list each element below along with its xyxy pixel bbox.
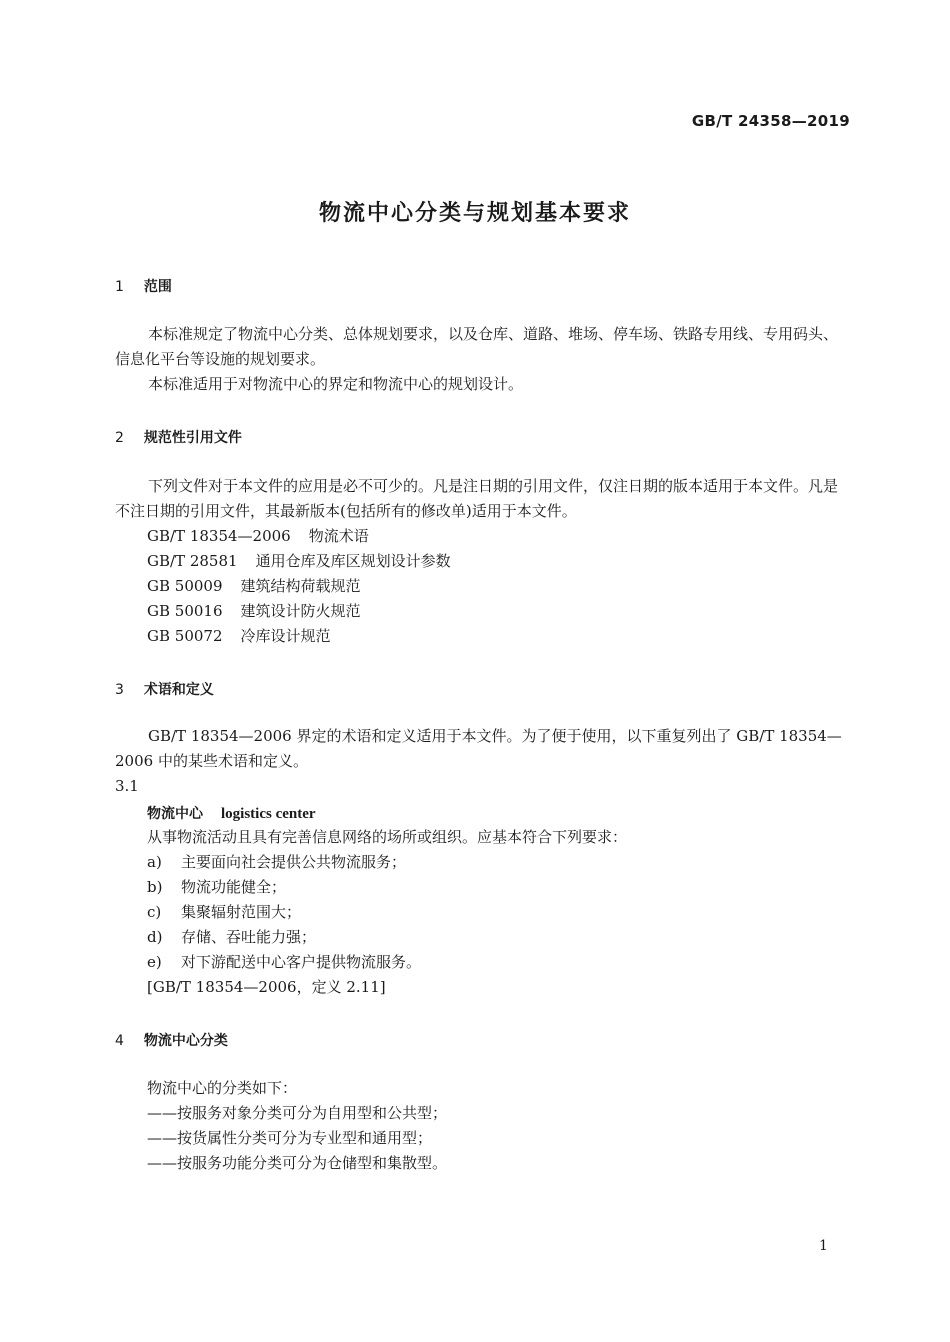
list-text: 物流功能健全； [181, 878, 287, 896]
section-number: 2 [115, 430, 124, 446]
list-label: d) [147, 928, 163, 946]
section-title: 物流中心分类 [143, 1033, 228, 1049]
section-3-intro: GB/T 18354—2006 界定的术语和定义适用于本文件。为了便于使用，以下重复列出了 GB/T 18354—2006 中的某些术语和定义。 [115, 727, 842, 770]
list-label: a) [147, 853, 162, 871]
section-4-intro: 物流中心的分类如下： [147, 1079, 298, 1097]
list-item: ——按服务功能分类可分为仓储型和集散型。 [147, 1154, 448, 1172]
reference-code: GB/T 18354—2006 [147, 527, 291, 545]
reference-title: 冷库设计规范 [240, 627, 331, 645]
list-item: ——按服务对象分类可分为自用型和公共型； [147, 1104, 448, 1122]
term-definition: 从事物流活动且具有完善信息网络的场所或组织。应基本符合下列要求： [147, 828, 628, 846]
reference-title: 物流术语 [308, 527, 369, 545]
section-4-heading [115, 1030, 228, 1050]
reference-item [147, 624, 331, 649]
list-item [147, 900, 301, 925]
standard-code: GB/T 24358—2019 [691, 112, 850, 130]
section-title: 规范性引用文件 [143, 430, 242, 446]
list-item [147, 875, 286, 900]
list-text: 对下游配送中心客户提供物流服务。 [181, 953, 422, 971]
page-number: 1 [819, 1238, 828, 1254]
definition-source: [GB/T 18354—2006，定义 2.11] [147, 978, 386, 996]
reference-code: GB/T 28581 [147, 552, 238, 570]
reference-code: GB 50016 [147, 602, 223, 620]
list-label: c) [147, 903, 162, 921]
reference-code: GB 50009 [147, 577, 223, 595]
list-text: 存储、吞吐能力强； [181, 928, 317, 946]
reference-item [147, 574, 361, 599]
section-title: 范围 [143, 279, 172, 295]
section-title: 术语和定义 [143, 682, 214, 698]
term-entry [147, 803, 316, 823]
reference-item [147, 549, 451, 574]
reference-code: GB 50072 [147, 627, 223, 645]
section-number: 4 [115, 1033, 124, 1049]
section-1-paragraph-2: 本标准适用于对物流中心的界定和物流中心的规划设计。 [148, 375, 524, 393]
reference-title: 建筑设计防火规范 [240, 602, 361, 620]
list-item [147, 850, 406, 875]
reference-item [147, 599, 361, 624]
list-label: e) [147, 953, 162, 971]
section-number: 1 [115, 279, 124, 295]
term-chinese: 物流中心 [147, 806, 203, 822]
section-3-heading [115, 679, 214, 699]
reference-item [147, 524, 369, 549]
document-title: 物流中心分类与规划基本要求 [318, 201, 631, 226]
section-number: 3 [115, 682, 124, 698]
list-text: 主要面向社会提供公共物流服务； [181, 853, 407, 871]
section-2-intro: 下列文件对于本文件的应用是必不可少的。凡是注日期的引用文件，仅注日期的版本适用于本文件。凡是不注日期的引用文件，其最新版本(包括所有的修改单)适用于本文件。 [115, 477, 839, 520]
list-item [147, 950, 421, 975]
reference-title: 通用仓库及库区规划设计参数 [255, 552, 451, 570]
section-1-paragraph-1: 本标准规定了物流中心分类、总体规划要求，以及仓库、道路、堆场、停车场、铁路专用线、专用码头、信息化平台等设施的规划要求。 [115, 325, 839, 368]
list-text: 集聚辐射范围大； [181, 903, 302, 921]
list-item [147, 925, 316, 950]
term-english: logistics center [221, 806, 316, 822]
section-2-heading [115, 427, 242, 447]
list-label: b) [147, 878, 163, 896]
section-1-heading [115, 276, 172, 296]
reference-title: 建筑结构荷载规范 [240, 577, 361, 595]
list-item: ——按货属性分类可分为专业型和通用型； [147, 1129, 433, 1147]
subsection-number: 3.1 [115, 777, 139, 795]
